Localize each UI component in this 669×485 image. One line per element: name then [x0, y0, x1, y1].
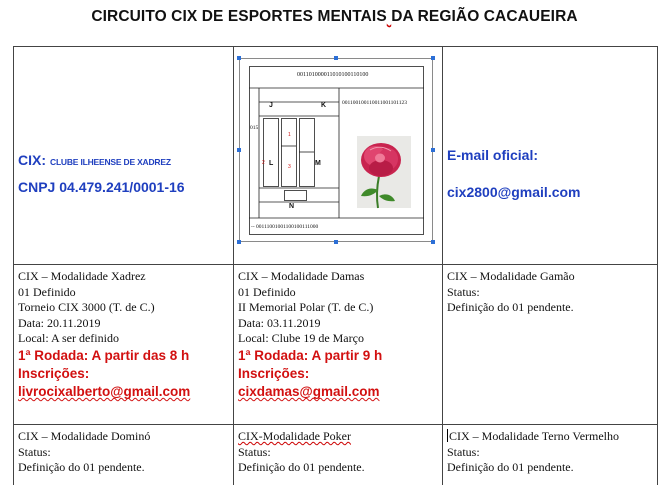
figure-bottom-code: -- 00111001001100100111000	[251, 224, 319, 230]
terno-heading: CIX – Modalidade Terno Vermelho	[449, 429, 620, 443]
official-email: cix2800@gmail.com	[447, 184, 581, 200]
resize-handle-top-right[interactable]	[431, 56, 435, 60]
domino-pending: Definição do 01 pendente.	[18, 460, 145, 475]
resize-handle-middle-left[interactable]	[237, 148, 241, 152]
xadrez-heading: CIX – Modalidade Xadrez	[18, 269, 146, 283]
terno-pending: Definição do 01 pendente.	[447, 460, 574, 475]
gamao-status: Status:	[447, 284, 480, 299]
xadrez-local: Local: A ser definido	[18, 331, 119, 346]
table-border-left	[13, 46, 14, 485]
damas-registration-label: Inscrições:	[238, 365, 310, 381]
resize-handle-bottom-center[interactable]	[334, 240, 338, 244]
title-suffix: DA REGIÃO CACAUEIRA	[391, 8, 578, 25]
figure-letter-j: J	[269, 102, 273, 109]
damas-round: 1ª Rodada: A partir 9 h	[238, 347, 383, 363]
xadrez-registration-email[interactable]: livrocixalberto@gmail.com	[18, 383, 191, 399]
board-diagram	[239, 58, 433, 242]
figure-letter-k: K	[321, 102, 327, 109]
club-name: CLUBE ILHEENSE DE XADREZ	[50, 157, 171, 167]
table-row-divider-1	[13, 264, 657, 265]
figure-digit-3: 3	[288, 164, 291, 170]
title-prefix: CIRCUITO CIX DE ESPORTES MENTAIS	[91, 8, 387, 25]
cell-terno-vermelho[interactable]	[447, 429, 619, 476]
xadrez-round: 1ª Rodada: A partir das 8 h	[18, 347, 190, 363]
damas-event: II Memorial Polar (T. de C.)	[238, 300, 374, 315]
figure-letter-l: L	[269, 160, 274, 167]
xadrez-date: Data: 20.11.2019	[18, 315, 101, 330]
cell-domino	[18, 429, 150, 476]
resize-handle-top-left[interactable]	[237, 56, 241, 60]
damas-local: Local: Clube 19 de Março	[238, 331, 364, 346]
resize-handle-middle-right[interactable]	[431, 148, 435, 152]
domino-heading: CIX – Modalidade Dominó	[18, 429, 151, 443]
domino-status: Status:	[18, 444, 51, 459]
table-row-divider-2	[13, 424, 657, 425]
figure-left-code: 015	[250, 125, 259, 131]
figure-digit-2: 2	[262, 160, 265, 166]
xadrez-defined: 01 Definido	[18, 284, 76, 299]
resize-handle-bottom-right[interactable]	[431, 240, 435, 244]
inserted-logo-image[interactable]	[239, 58, 433, 242]
damas-date: Data: 03.11.2019	[238, 315, 321, 330]
table-col-divider-2	[442, 46, 443, 485]
xadrez-registration-label: Inscrições:	[18, 365, 90, 381]
figure-top-code: 001101000011010100110100	[297, 72, 369, 78]
cell-poker	[238, 429, 365, 476]
poker-heading: CIX-Modalidade Poker	[238, 429, 351, 443]
cell-xadrez	[18, 269, 190, 401]
cnpj-text: CNPJ 04.479.241/0001-16	[18, 179, 185, 195]
gamao-pending: Definição do 01 pendente.	[447, 300, 574, 315]
cell-gamao	[447, 269, 575, 316]
text-cursor	[447, 429, 448, 442]
gamao-heading: CIX – Modalidade Gamão	[447, 269, 575, 283]
poker-status: Status:	[238, 444, 271, 459]
terno-status: Status:	[447, 444, 480, 459]
table-col-divider-1	[233, 46, 234, 485]
club-line	[18, 152, 171, 170]
figure-letter-m: M	[315, 160, 321, 167]
figure-digit-1: 1	[288, 132, 291, 138]
cix-label: CIX:	[18, 152, 46, 168]
figure-letter-n: N	[289, 203, 295, 210]
email-label: E-mail oficial:	[447, 147, 539, 163]
document-title	[0, 8, 669, 26]
figure-right-code: 001100100110011001101123	[342, 100, 407, 106]
xadrez-event: Torneio CIX 3000 (T. de C.)	[18, 300, 155, 315]
table-border-top	[13, 46, 657, 47]
damas-defined: 01 Definido	[238, 284, 296, 299]
flower-photo	[357, 136, 411, 208]
cell-damas	[238, 269, 382, 401]
table-border-right	[657, 46, 658, 485]
damas-registration-email[interactable]: cixdamas@gmail.com	[238, 383, 380, 399]
poker-pending: Definição do 01 pendente.	[238, 460, 365, 475]
damas-heading: CIX – Modalidade Damas	[238, 269, 365, 283]
resize-handle-top-center[interactable]	[334, 56, 338, 60]
terno-heading-line	[447, 429, 619, 445]
resize-handle-bottom-left[interactable]	[237, 240, 241, 244]
